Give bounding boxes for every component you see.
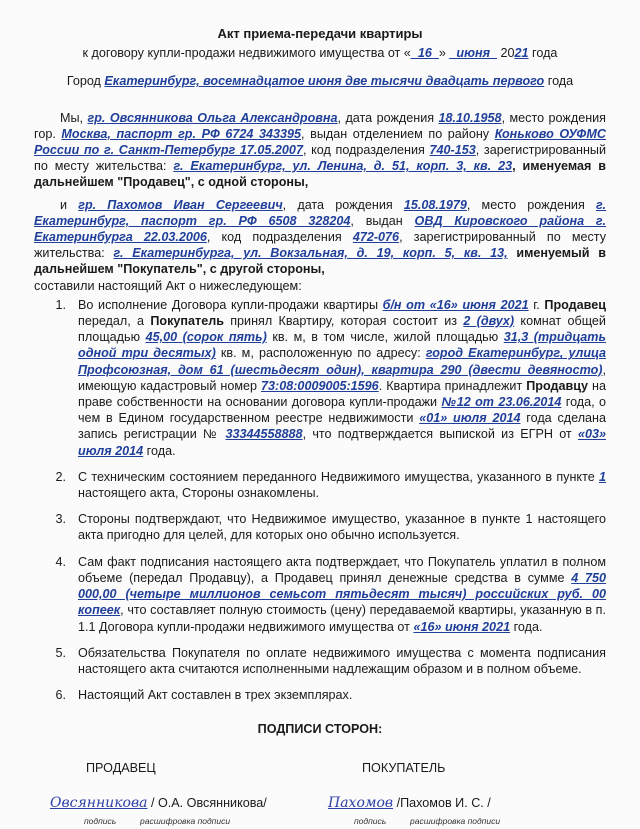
contract-year: 21 [514, 46, 529, 61]
buyer-paragraph [34, 197, 606, 294]
list-item [34, 469, 606, 501]
buyer-signature-block [328, 795, 491, 811]
text: С техническим состоянием переданного Недвижимого имущества, указанного в пункте [78, 469, 599, 484]
seller-text-6: , зарегистрированный по месту жительства: [34, 143, 607, 174]
signature-roles [34, 760, 606, 776]
ownership-basis: №12 от 23.06.2014 [441, 395, 562, 410]
text: . Квартира принадлежит [378, 378, 527, 393]
text: комнат общей площадью [78, 314, 606, 345]
text: кв. м, расположенную по адресу: [215, 346, 426, 361]
seller-text-3: , место рождения гор. [34, 110, 607, 141]
buyer-name: гр. Пахомов Иван Сергеевич [78, 197, 283, 212]
seller-text-4: , выдан отделением по району [301, 126, 495, 141]
city-label: Город [66, 74, 105, 89]
rooms-count: 2 (двух) [463, 314, 515, 329]
seller-text-2: , дата рождения [337, 110, 439, 125]
living-area: 31,3 (тридцать одной три десятых) [78, 330, 606, 361]
separator: / [483, 795, 491, 810]
item-text [78, 469, 606, 501]
subtitle-mid: » [438, 46, 450, 61]
text: года. [510, 619, 543, 634]
buyer-address: г. Екатеринбурга, ул. Вокзальная, д. 19, корп. 5, кв. 13, [113, 246, 508, 261]
list-item [34, 645, 606, 677]
cadastral-number: 73:08:0009005:1596 [261, 378, 379, 393]
text: , что составляет полную стоимость (цену) передаваемой квартиры, указанную в п. 1.1 Договора купли-продажи недвижимого имущества от [78, 603, 606, 634]
buyer-decode-caption: расшифровка подписи [410, 815, 501, 826]
buyer-text-2: , дата рождения [282, 197, 404, 212]
seller-text-1: Мы, [60, 110, 88, 125]
buyer-text-4: , выдан [350, 213, 415, 228]
act-intro: составили настоящий Акт о нижеследующем: [34, 278, 302, 293]
item-number: 4. [55, 554, 66, 569]
city-line [34, 73, 606, 89]
seller-address: г. Екатеринбург, ул. Ленина, д. 51, корп. 3, кв. 23 [173, 159, 513, 174]
text: настоящего акта, Стороны ознакомлены. [78, 486, 320, 501]
apartment-address: город Екатеринбург, улица Профсоюзная, дом 61 (шестьдесят один), квартира 290 (двести девяносто) [78, 346, 606, 377]
text: года сделана запись регистрации № [78, 411, 607, 442]
separator: / [147, 795, 158, 810]
buyer-issued-by: ОВД Кировского района г. Екатеринбурга 22.03.2006 [34, 213, 606, 245]
list-item [34, 297, 606, 459]
seller-issued-by: Коньково ОУФМС России по г. Санкт-Петербург 17.05.2007 [34, 126, 607, 158]
registration-number: 33344558888 [225, 427, 303, 442]
buyer-decoded-name: Пахомов И. С. [400, 795, 484, 810]
subtitle-prefix: к договору купли-продажи недвижимого имущества от « [82, 46, 411, 61]
seller-paragraph [34, 110, 606, 191]
text: , имеющую кадастровый номер [78, 362, 606, 393]
seller-word: Продавцу [526, 378, 589, 393]
signature-line [34, 795, 606, 811]
registration-date: «01» июля 2014 [419, 411, 521, 426]
seller-signature-block [50, 795, 314, 811]
total-area: 45,00 (сорок пять) [145, 330, 267, 345]
buyer-birth: 15.08.1979 [403, 197, 467, 212]
year-prefix: 20 [497, 46, 515, 61]
payment-sum: 4 750 000,00 (четыре миллионов семьсот пятьдесят тысяч) российских руб. 00 копеек [78, 570, 606, 618]
seller-role-text: , именуемая в дальнейшем "Продавец", с одной стороны, [34, 159, 606, 190]
seller-birthplace: Москва, паспорт гр. РФ 6724 343395 [61, 126, 302, 141]
buyer-text-3: , место рождения [466, 197, 596, 212]
text: г. [528, 297, 545, 312]
buyer-code: 472-076 [352, 230, 400, 245]
buyer-birthplace: г. Екатеринбург, паспорт гр. РФ 6508 328204 [34, 197, 606, 228]
item-text: Настоящий Акт составлен в трех экземплярах. [78, 688, 353, 703]
text: года, о чем в Едином государственном реестре недвижимости [78, 395, 607, 426]
buyer-text-6: , зарегистрированный по месту жительства: [34, 230, 607, 261]
seller-code: 740-153 [429, 143, 476, 158]
seller-role-label: ПРОДАВЕЦ [86, 760, 156, 775]
extract-date: «03» июля 2014 [78, 427, 606, 458]
seller-signature: Овсянникова [50, 794, 148, 811]
item-text: Стороны подтверждают, что Недвижимое имущество, указанное в пункте 1 настоящего акта пригодно для целей, для которых оно обычно используется. [78, 512, 606, 543]
text: Во исполнение Договора купли-продажи квартиры [78, 297, 383, 312]
list-item [34, 687, 606, 703]
clause-ref: 1 [598, 469, 606, 484]
separator: / [393, 795, 401, 810]
seller-birth: 18.10.1958 [438, 110, 502, 125]
seller-text-5: , код подразделения [302, 143, 430, 158]
item-text [78, 554, 606, 635]
text: на праве собственности на основании договора купли-продажи [78, 378, 606, 410]
document-title: Акт приема-передачи квартиры [217, 26, 423, 41]
city-tail: года [544, 74, 574, 89]
separator: / [263, 795, 267, 810]
buyer-text-1: и [60, 197, 79, 212]
list-item [34, 511, 606, 543]
item-text: Обязательства Покупателя по оплате недвижимого имущества с момента подписания настоящего акта считаются исполненными надлежащим образом и в полном объеме. [78, 645, 606, 676]
buyer-role-text: именуемый в дальнейшем "Покупатель", с другой стороны, [34, 246, 606, 277]
document-subtitle [34, 45, 606, 61]
seller-word: Продавец [544, 297, 606, 312]
text: принял Квартиру, которая состоит из [223, 314, 464, 329]
contract-date: «16» июня 2021 [413, 619, 511, 634]
buyer-signature: Пахомов [328, 794, 394, 811]
item-number: 6. [55, 688, 66, 703]
contract-month: _июня_ [449, 46, 497, 61]
signature-captions [34, 813, 606, 829]
buyer-word: Покупатель [150, 314, 224, 329]
buyer-sign-caption: подпись [354, 815, 387, 826]
text: Сам факт подписания настоящего акта подтверждает, что Покупатель уплатил в полном объеме (передал Продавцу), а Продавец принял денежные средства в сумме [78, 554, 606, 585]
item-number: 5. [55, 645, 66, 660]
seller-decoded-name: О.А. Овсянникова [157, 795, 264, 810]
buyer-role-label: ПОКУПАТЕЛЬ [362, 760, 446, 775]
signatures-heading: ПОДПИСИ СТОРОН: [257, 722, 383, 737]
text: , что подтверждается выпиской из ЕГРН от [302, 427, 578, 442]
item-number: 2. [55, 469, 66, 484]
text: года. [143, 443, 176, 458]
seller-sign-caption: подпись [84, 815, 117, 826]
text: кв. м, в том числе, жилой площадью [266, 330, 504, 345]
act-items-list [34, 297, 606, 703]
city-value: Екатеринбург, восемнадцатое июня две тысячи двадцать первого [104, 74, 545, 89]
buyer-text-5: , код подразделения [206, 230, 353, 245]
contract-day: _16_ [410, 46, 439, 61]
item-text [78, 297, 606, 459]
text: передал, а [78, 314, 151, 329]
item-number: 1. [55, 297, 66, 312]
contract-ref: б/н от «16» июня 2021 [382, 297, 529, 312]
year-tail: года [528, 46, 558, 61]
list-item [34, 554, 606, 635]
item-number: 3. [55, 512, 66, 527]
seller-name: гр. Овсянникова Ольга Александровна [87, 110, 338, 125]
seller-decode-caption: расшифровка подписи [140, 815, 231, 826]
